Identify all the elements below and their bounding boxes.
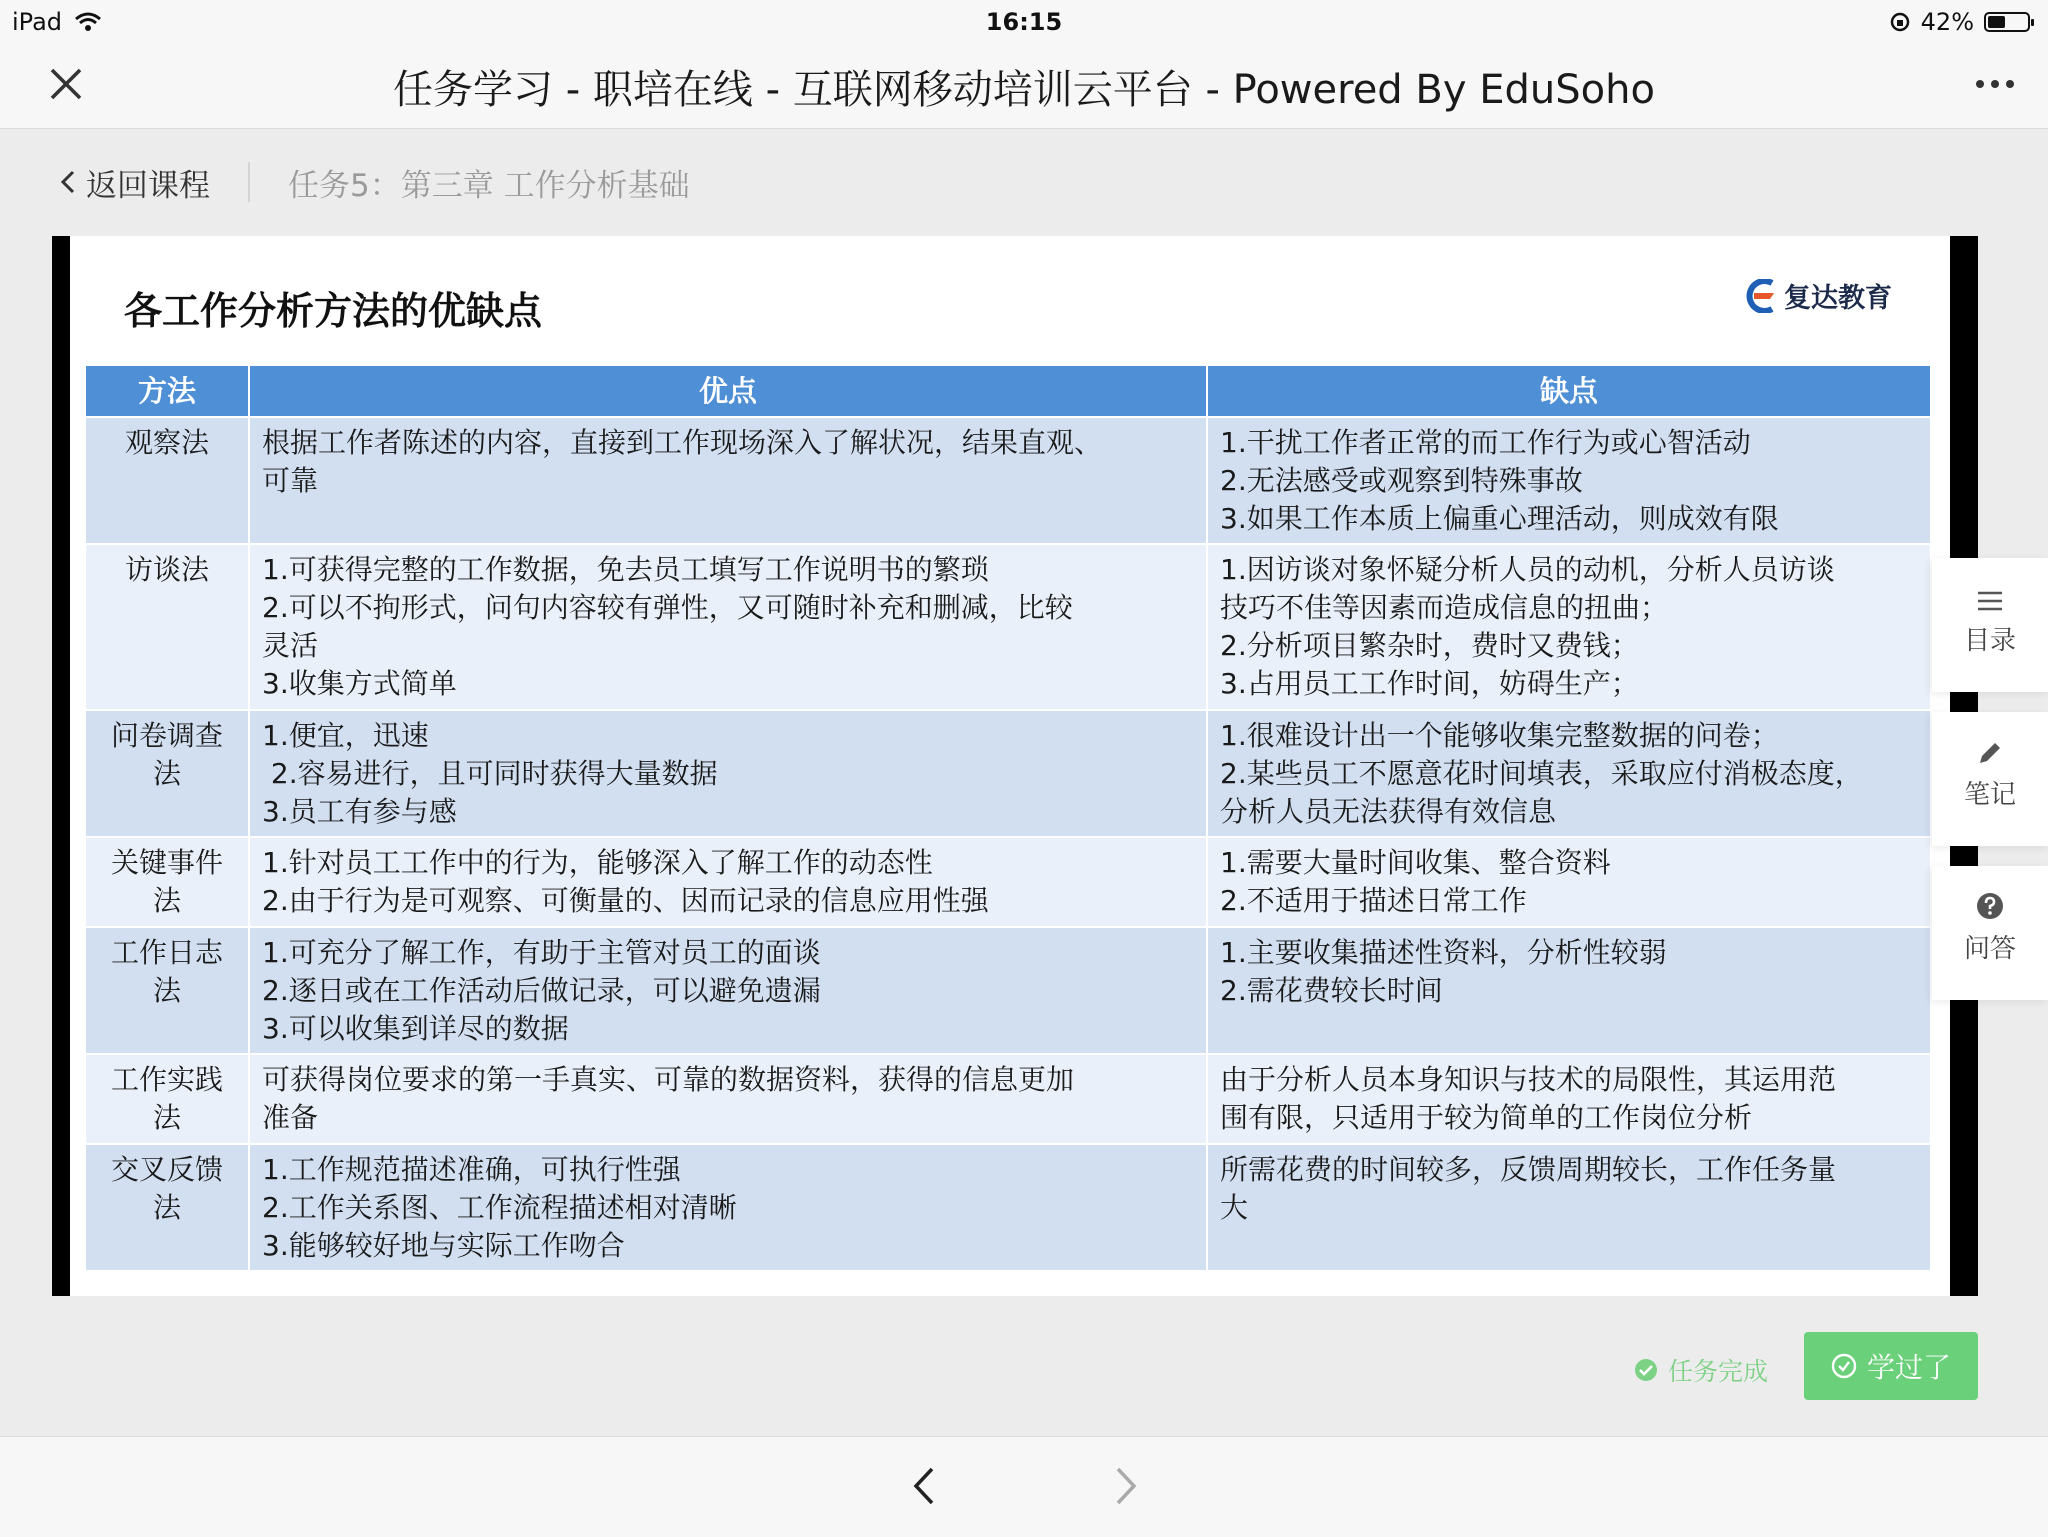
cell-line: 问卷调查 — [110, 719, 223, 752]
table-row — [85, 927, 1931, 1054]
cons-cell — [1207, 1054, 1931, 1144]
catalog-button[interactable] — [1932, 558, 2048, 692]
method-cell — [85, 417, 249, 544]
cell-line: 所需花费的时间较多，反馈周期较长，工作任务量 — [1220, 1153, 1837, 1186]
chevron-left-icon — [60, 169, 76, 195]
header-cons: 缺点 — [1207, 365, 1931, 417]
title-bar — [0, 42, 2048, 129]
check-circle-icon — [1831, 1353, 1857, 1379]
method-cell — [85, 1144, 249, 1271]
slide-viewer — [52, 236, 1978, 1296]
cell-line: 可获得岗位要求的第一手真实、可靠的数据资料，获得的信息更加 — [262, 1063, 1075, 1096]
learned-button[interactable] — [1804, 1332, 1978, 1400]
qa-button[interactable] — [1932, 866, 2048, 1000]
cell-line: 由于分析人员本身知识与技术的局限性，其运用范 — [1220, 1063, 1837, 1096]
cons-cell — [1207, 837, 1931, 927]
back-to-course-label: 返回课程 — [86, 167, 210, 204]
cell-line: 关键事件 — [110, 846, 223, 879]
table-row — [85, 417, 1931, 544]
cell-line: 法 — [152, 1101, 181, 1134]
cell-line: 工作日志 — [110, 936, 223, 969]
slide-title: 各工作分析方法的优缺点 — [124, 289, 543, 333]
method-cell — [85, 927, 249, 1054]
table-row — [85, 1144, 1931, 1271]
cell-line: 3.收集方式简单 — [262, 667, 457, 700]
breadcrumb-divider — [248, 162, 250, 202]
bottom-navigation-bar — [0, 1436, 2048, 1537]
header-method: 方法 — [85, 365, 249, 417]
pros-cell — [249, 544, 1207, 710]
back-to-course-link[interactable] — [60, 160, 210, 205]
cell-line: 3.员工有参与感 — [262, 795, 457, 828]
pros-cell — [249, 1144, 1207, 1271]
slide — [70, 236, 1950, 1296]
brand-logo-icon — [1742, 279, 1778, 313]
question-icon — [1976, 892, 2004, 920]
battery-icon — [1984, 12, 2030, 32]
table-row — [85, 837, 1931, 927]
cell-line: 3.占用员工工作时间，妨碍生产； — [1220, 667, 1639, 700]
cons-cell — [1207, 544, 1931, 710]
cell-line: 2.无法感受或观察到特殊事故 — [1220, 464, 1583, 497]
cell-line: 根据工作者陈述的内容，直接到工作现场深入了解状况，结果直观、 — [262, 426, 1103, 459]
cell-line: 2.需花费较长时间 — [1220, 974, 1443, 1007]
cell-line: 技巧不佳等因素而造成信息的扭曲； — [1220, 591, 1669, 624]
table-row — [85, 710, 1931, 837]
cell-line: 2.容易进行，且可同时获得大量数据 — [262, 757, 718, 790]
pros-cell — [249, 927, 1207, 1054]
method-cell — [85, 544, 249, 710]
header-pros: 优点 — [249, 365, 1207, 417]
cons-cell — [1207, 417, 1931, 544]
method-cell — [85, 837, 249, 927]
cell-line: 3.能够较好地与实际工作吻合 — [262, 1229, 625, 1262]
list-icon — [1977, 590, 2003, 612]
cons-cell — [1207, 1144, 1931, 1271]
cell-line: 1.很难设计出一个能够收集完整数据的问卷； — [1220, 719, 1779, 752]
pros-cell — [249, 710, 1207, 837]
table-row — [85, 544, 1931, 710]
chevron-left-icon[interactable] — [904, 1463, 944, 1509]
task-complete-label: 任务完成 — [1668, 1357, 1769, 1386]
cell-line: 大 — [1220, 1191, 1249, 1224]
cell-line: 准备 — [262, 1101, 319, 1134]
cell-line: 1.需要大量时间收集、整合资料 — [1220, 846, 1611, 879]
qa-label: 问答 — [1963, 934, 2016, 964]
notes-label: 笔记 — [1963, 780, 2016, 810]
cell-line: 可靠 — [262, 464, 319, 497]
cell-line: 2.分析项目繁杂时，费时又费钱； — [1220, 629, 1639, 662]
breadcrumb — [60, 160, 690, 204]
cell-line: 交叉反馈 — [110, 1153, 223, 1186]
cell-line: 围有限，只适用于较为简单的工作岗位分析 — [1220, 1101, 1753, 1134]
cell-line: 法 — [152, 974, 181, 1007]
cell-line: 2.某些员工不愿意花时间填表，采取应付消极态度， — [1220, 757, 1863, 790]
cell-line: 1.因访谈对象怀疑分析人员的动机，分析人员访谈 — [1220, 553, 1835, 586]
orientation-lock-icon — [1889, 11, 1911, 33]
cell-line: 访谈法 — [124, 553, 209, 586]
cell-line: 1.可充分了解工作，有助于主管对员工的面谈 — [262, 936, 821, 969]
cell-line: 1.工作规范描述准确，可执行性强 — [262, 1153, 681, 1186]
cons-cell — [1207, 710, 1931, 837]
method-cell — [85, 710, 249, 837]
cell-line: 2.工作关系图、工作流程描述相对清晰 — [262, 1191, 737, 1224]
task-complete-status — [1634, 1352, 1768, 1388]
more-icon[interactable] — [1970, 64, 2020, 104]
methods-table — [84, 364, 1932, 1272]
cell-line: 1.干扰工作者正常的而工作行为或心智活动 — [1220, 426, 1751, 459]
cell-line: 2.逐日或在工作活动后做记录，可以避免遗漏 — [262, 974, 821, 1007]
cell-line: 3.如果工作本质上偏重心理活动，则成效有限 — [1220, 502, 1779, 535]
pros-cell — [249, 417, 1207, 544]
status-time: 16:15 — [985, 8, 1063, 36]
cell-line: 法 — [152, 1191, 181, 1224]
cell-line: 2.不适用于描述日常工作 — [1220, 884, 1527, 917]
pros-cell — [249, 837, 1207, 927]
close-icon[interactable] — [44, 62, 88, 106]
learned-button-label: 学过了 — [1866, 1351, 1951, 1384]
cell-line: 3.可以收集到详尽的数据 — [262, 1012, 569, 1045]
cell-line: 分析人员无法获得有效信息 — [1220, 795, 1557, 828]
cell-line: 工作实践 — [110, 1063, 223, 1096]
cell-line: 观察法 — [124, 426, 209, 459]
notes-button[interactable] — [1932, 712, 2048, 846]
cell-line: 1.可获得完整的工作数据，免去员工填写工作说明书的繁琐 — [262, 553, 989, 586]
brand-name: 复达教育 — [1784, 283, 1892, 314]
cell-line: 1.针对员工工作中的行为，能够深入了解工作的动态性 — [262, 846, 933, 879]
cell-line: 2.可以不拘形式，问句内容较有弹性，又可随时补充和删减，比较 — [262, 591, 1073, 624]
cell-line: 1.便宜，迅速 — [262, 719, 429, 752]
cell-line: 2.由于行为是可观察、可衡量的、因而记录的信息应用性强 — [262, 884, 989, 917]
task-title: 任务5：第三章 工作分析基础 — [288, 167, 690, 204]
status-bar — [0, 0, 2048, 42]
battery-percent: 42% — [1920, 8, 1974, 36]
cell-line: 灵活 — [262, 629, 319, 662]
cell-line: 1.主要收集描述性资料，分析性较弱 — [1220, 936, 1667, 969]
cons-cell — [1207, 927, 1931, 1054]
table-row — [85, 1054, 1931, 1144]
check-circle-icon — [1634, 1358, 1658, 1382]
brand-logo — [1742, 276, 1892, 315]
pencil-icon — [1977, 740, 2003, 766]
method-cell — [85, 1054, 249, 1144]
table-header-row — [85, 365, 1931, 417]
cell-line: 法 — [152, 884, 181, 917]
page-title: 任务学习 - 职培在线 - 互联网移动培训云平台 - Powered By EduSoho — [393, 67, 1655, 113]
pros-cell — [249, 1054, 1207, 1144]
device-name: iPad — [12, 8, 63, 36]
cell-line: 法 — [152, 757, 181, 790]
chevron-right-icon[interactable] — [1106, 1463, 1146, 1509]
catalog-label: 目录 — [1963, 626, 2016, 656]
